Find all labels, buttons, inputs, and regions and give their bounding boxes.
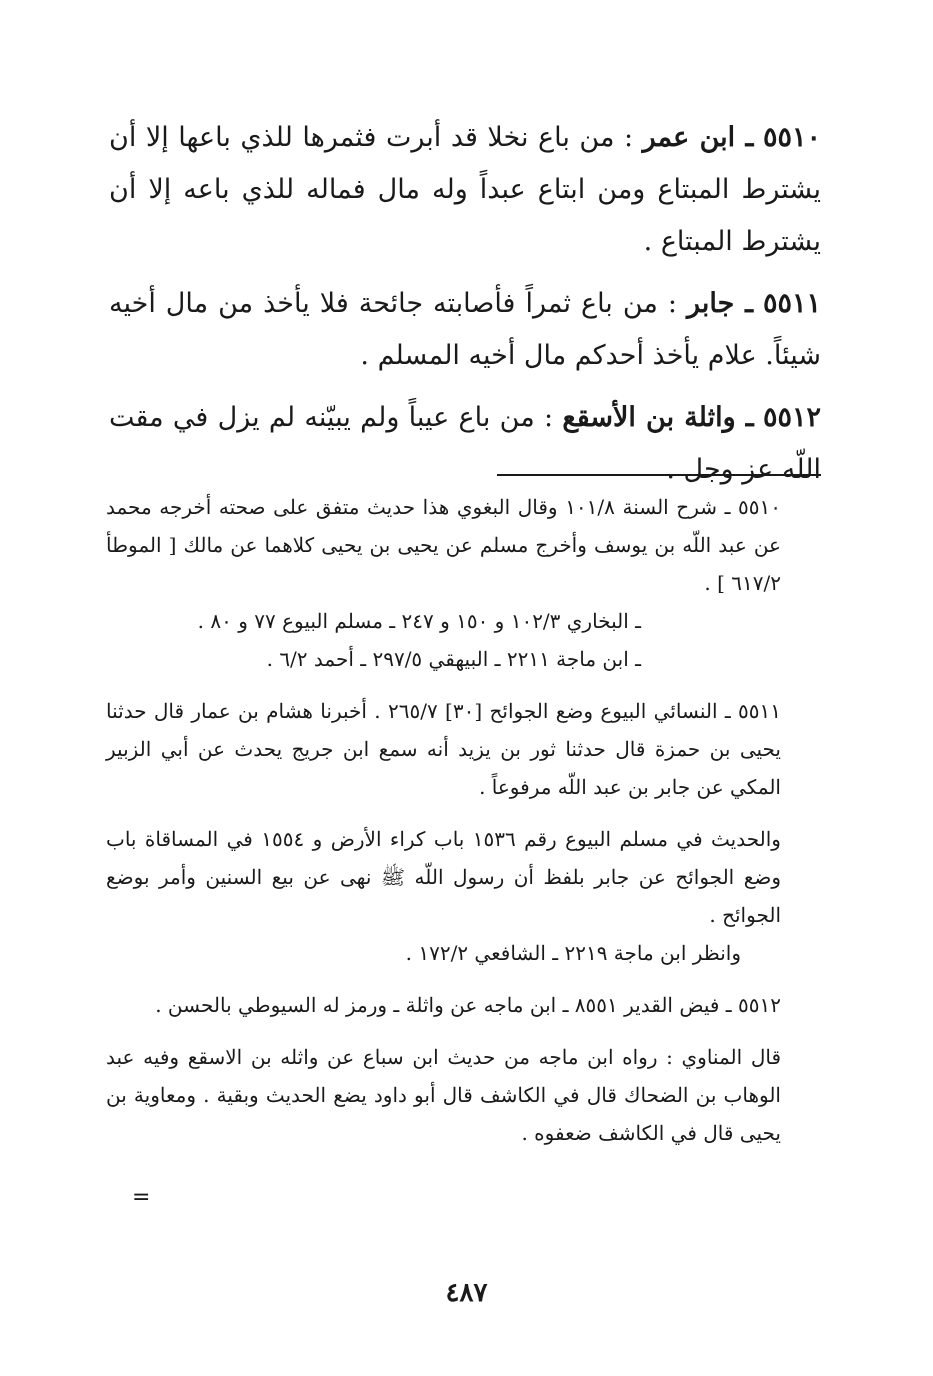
- footnote-text: ٥٥١١ ـ النسائي البيوع وضع الجوائح [٣٠] ٢٦٥/٧ . أخبرنا هشام بن عمار قال حدثنا يحيى بن حمزة قال حدثنا ثور بن يزيد أنه سمع ابن جريج يحدث عن أبي الزبير المكي عن جابر بن عبد اللّه مرفوعاً .: [106, 699, 781, 799]
- footnote-subline: ـ ابن ماجة ٢٢١١ ـ البيهقي ٢٩٧/٥ ـ أحمد ٦/٢ .: [266, 647, 641, 671]
- hadith-5510: ٥٥١٠ ـ ابن عمر : من باع نخلا قد أبرت فثمرها للذي باعها إلا أن يشترط المبتاع ومن ابتاع عبداً وله مال فماله للذي باعه إلا أن يشترط المبتاع .: [109, 122, 822, 257]
- footnote-text: والحديث في مسلم البيوع رقم ١٥٣٦ باب كراء الأرض و ١٥٥٤ في المساقاة باب وضع الجوائح عن جابر بلفظ أن رسول اللّه ﷺ نهى عن بيع السنين وأمر بوضع الجوائح .: [106, 827, 781, 927]
- footnote-5511: [106, 692, 821, 806]
- footnote-5510: [106, 488, 821, 678]
- footnote-5511-continued: [106, 820, 821, 972]
- hadith-5512: ٥٥١٢ ـ واثلة بن الأسقع : من باع عيباً ولم يبيّنه لم يزل في مقت اللّه عز وجل .: [109, 402, 821, 485]
- footnote-subline: وانظر ابن ماجة ٢٢١٩ ـ الشافعي ١٧٢/٢ .: [405, 941, 741, 965]
- hadith-number: ٥٥١١: [763, 288, 822, 319]
- hadith-text: من باع نخلا قد أبرت فثمرها للذي باعها إلا أن يشترط المبتاع ومن ابتاع عبداً وله مال فماله للذي باعه إلا أن يشترط المبتاع .: [109, 122, 821, 257]
- footnote-5512: [106, 986, 821, 1024]
- hadith-narrator: جابر: [686, 288, 735, 319]
- page-number: ٤٨٧: [445, 1278, 488, 1308]
- hadith-text: من باع عيباً ولم يبيّنه لم يزل في مقت اللّه عز وجل .: [109, 402, 821, 485]
- footnote-subline: ـ البخاري ١٠٢/٣ و ١٥٠ و ٢٤٧ ـ مسلم البيوع ٧٧ و ٨٠ .: [197, 609, 641, 633]
- footnote-text: ٥٥١٠ ـ شرح السنة ١٠١/٨ وقال البغوي هذا حديث متفق على صحته أخرجه محمد عن عبد اللّه بن يوسف وأخرج مسلم عن يحيى بن يحيى كلاهما عن مالك [ الموطأ ٦١٧/٢ ] .: [106, 495, 781, 595]
- hadith-number: ٥٥١٢: [762, 402, 821, 433]
- footnote-text: ٥٥١٢ ـ فيض القدير ٨٥٥١ ـ ابن ماجه عن واثلة ـ ورمز له السيوطي بالحسن .: [155, 993, 781, 1017]
- continuation-mark: =: [132, 1185, 151, 1210]
- main-text: [109, 112, 821, 506]
- footnote-separator: [497, 474, 821, 476]
- hadith-5511: ٥٥١١ ـ جابر : من باع ثمراً فأصابته جائحة فلا يأخذ من مال أخيه شيئاً. علام يأخذ أحدكم مال أخيه المسلم .: [109, 288, 822, 371]
- hadith-narrator: واثلة بن الأسقع: [562, 402, 736, 433]
- hadith-number: ٥٥١٠: [763, 122, 822, 153]
- footnotes: [106, 488, 821, 1166]
- hadith-text: من باع ثمراً فأصابته جائحة فلا يأخذ من مال أخيه شيئاً. علام يأخذ أحدكم مال أخيه المسلم .: [109, 288, 821, 371]
- footnote-5512-continued: [106, 1038, 821, 1152]
- hadith-narrator: ابن عمر: [642, 122, 736, 153]
- footnote-text: قال المناوي : رواه ابن ماجه من حديث ابن سباع عن واثله بن الاسقع وفيه عبد الوهاب بن الضحاك قال في الكاشف قال أبو داود يضع الحديث وبقية . ومعاوية بن يحيى قال في الكاشف ضعفوه .: [106, 1045, 781, 1145]
